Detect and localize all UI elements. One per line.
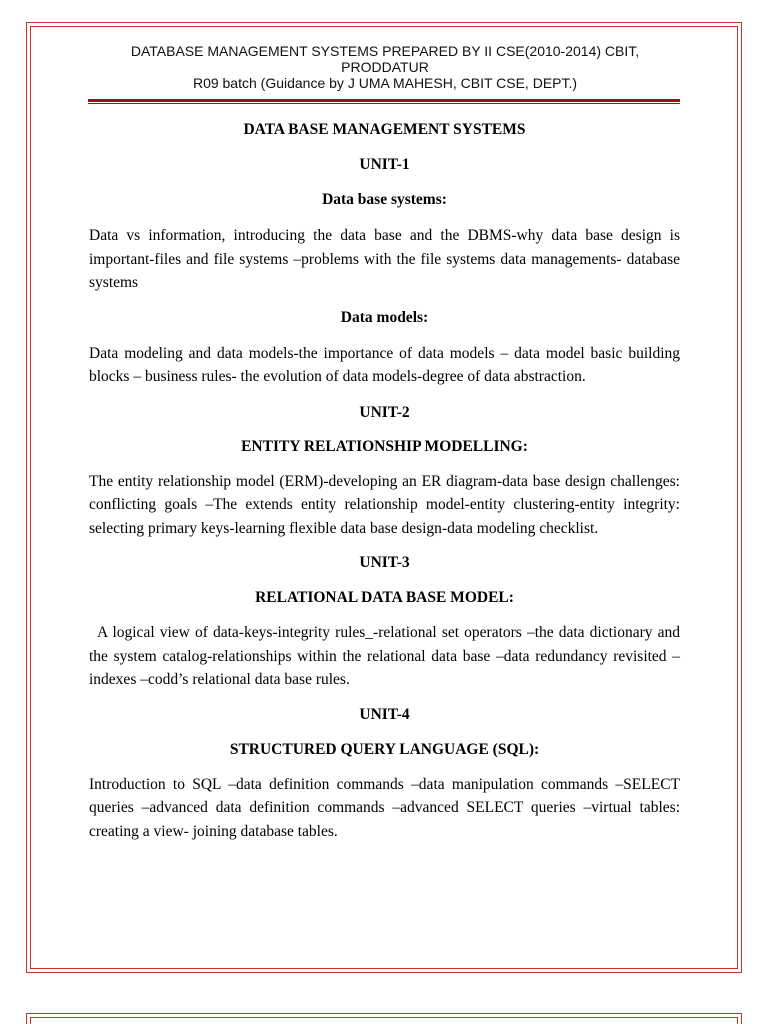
unit1-section1-text: Data vs information, introducing the data base and the DBMS-why data base design is important-files and file systems –problems with the file systems data managements- database systems [89,227,680,291]
unit1-section1-title: Data base systems: [322,191,447,208]
unit4-title: STRUCTURED QUERY LANGUAGE (SQL): [229,740,540,758]
unit3-text: A logical view of data-keys-integrity rules_-relational set operators –the data dictionary and the system catalog-relationships within the relational data base –data redundancy revisited –indexes –codd’s relational data base rules. [89,624,680,688]
document-title: DATA BASE MANAGEMENT SYSTEMS [243,121,526,138]
unit2-heading: UNIT-2 [359,403,410,421]
document-body [89,120,680,843]
unit2-title: ENTITY RELATIONSHIP MODELLING: [241,437,528,455]
unit3-title: RELATIONAL DATA BASE MODEL: [255,589,514,606]
next-page-border [26,1013,742,1024]
unit4-text: Introduction to SQL –data definition commands –data manipulation commands –SELECT queries –advanced data definition commands –advanced SELECT queries –virtual tables: creating a view- joining database tables. [89,775,680,840]
unit1-section2-text: Data modeling and data models-the importance of data models – data model basic building blocks – business rules- the evolution of data models-degree of data abstraction. [89,344,680,385]
unit2-text: The entity relationship model (ERM)-developing an ER diagram-data base design challenges: conflicting goals –The extends entity relationship model-entity clustering-entity integrity: selecting primary keys-learning flexible data base design-data modeling checklist. [89,472,680,537]
unit1-heading: UNIT-1 [359,156,410,173]
header-divider [88,99,680,105]
header-line-2: PRODDATUR [341,59,429,75]
header-line-1: DATABASE MANAGEMENT SYSTEMS PREPARED BY II CSE(2010-2014) CBIT, [130,43,640,59]
page-header [90,43,680,91]
unit3-heading: UNIT-3 [359,554,410,571]
header-line-3: R09 batch (Guidance by J UMA MAHESH, CBIT CSE, DEPT.) [192,75,578,91]
unit1-section2-title: Data models: [340,308,429,326]
unit4-heading: UNIT-4 [359,705,410,723]
